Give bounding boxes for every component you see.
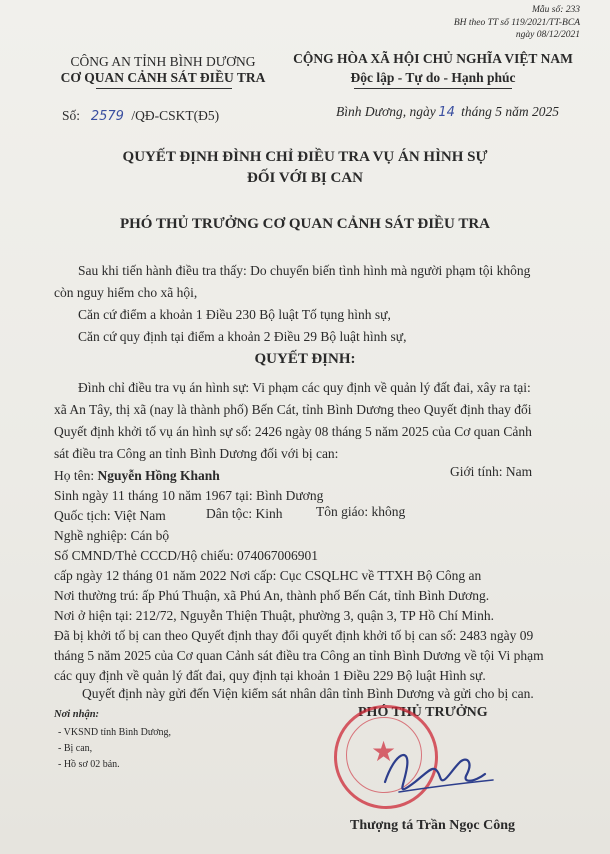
recipient-item: - VKSND tỉnh Bình Dương,: [58, 727, 172, 738]
handwritten-signature: [355, 722, 505, 812]
nation-name: CỘNG HÒA XÃ HỘI CHỦ NGHĨA VIỆT NAM: [293, 51, 573, 66]
suspect-religion: Tôn giáo: không: [316, 504, 406, 519]
org-underline: [96, 88, 232, 89]
signer-name: Thượng tá Trần Ngọc Công: [350, 818, 515, 833]
suspect-name-row: [54, 468, 220, 484]
form-number: Mẫu số: 233: [531, 5, 580, 15]
decision-line: Đình chỉ điều tra vụ án hình sự: Vi phạm các quy định về quản lý đất đai, xây ra tại:: [78, 380, 531, 395]
motto-underline: [354, 88, 512, 89]
suspect-id-number: Số CMND/Thẻ CCCD/Hộ chiếu: 074067006901: [54, 548, 319, 563]
suspect-nationality: Quốc tịch: Việt Nam: [54, 508, 166, 523]
suspect-ethnicity: Dân tộc: Kinh: [206, 506, 283, 521]
place-date: [336, 104, 559, 120]
prosecution-line: tháng 5 năm 2025 của Cơ quan Cảnh sát điều tra Công an tỉnh Bình Dương về tội Vi phạm: [54, 648, 544, 663]
recipients-label: Nơi nhận:: [54, 709, 100, 720]
org-name: CƠ QUAN CẢNH SÁT ĐIỀU TRA: [60, 70, 266, 85]
signatory-title: PHÓ THỦ TRƯỞNG: [358, 705, 488, 720]
document-number: [62, 108, 219, 124]
preamble-line: còn nguy hiểm cho xã hội,: [54, 285, 198, 300]
issuing-authority: PHÓ THỦ TRƯỞNG CƠ QUAN CẢNH SÁT ĐIỀU TRA: [119, 216, 491, 232]
name-label: Họ tên:: [54, 468, 95, 483]
seal-star-icon: ★: [371, 735, 397, 768]
document-subtitle: ĐỐI VỚI BỊ CAN: [247, 170, 363, 186]
suspect-occupation: Nghề nghiệp: Cán bộ: [54, 528, 170, 543]
suspect-dob: Sinh ngày 11 tháng 10 năm 1967 tại: Bình Dương: [54, 488, 324, 503]
number-suffix: /QĐ-CSKT(Đ5): [131, 108, 220, 123]
decision-line: xã An Tây, thị xã (nay là thành phố) Bến Cát, tỉnh Bình Dương theo Quyết định thay đổi: [54, 402, 532, 417]
number-prefix: Số:: [62, 108, 81, 123]
recipient-item: - Hồ sơ 02 bản.: [58, 759, 120, 770]
org-parent: CÔNG AN TỈNH BÌNH DƯƠNG: [70, 54, 256, 69]
decision-line: Quyết định khởi tố vụ án hình sự số: 2426 ngày 08 tháng 5 năm 2025 của Cơ quan Cảnh: [54, 424, 532, 439]
form-meta: [454, 4, 580, 42]
document-title: QUYẾT ĐỊNH ĐÌNH CHỈ ĐIỀU TRA VỤ ÁN HÌNH SỰ: [122, 149, 488, 165]
form-basis: BH theo TT số 119/2021/TT-BCA: [453, 17, 580, 28]
date-rest: tháng 5 năm 2025: [461, 104, 559, 119]
prosecution-line: các quy định về quản lý đất đai, quy định tại khoản 1 Điều 229 Bộ luật Hình sự.: [54, 668, 486, 683]
handwritten-day: 14: [438, 105, 455, 120]
motto: Độc lập - Tự do - Hạnh phúc: [350, 70, 516, 85]
handwritten-number: 2579: [90, 109, 124, 124]
form-date: ngày 08/12/2021: [515, 30, 580, 40]
legal-basis-2: Căn cứ quy định tại điểm a khoản 2 Điều 29 Bộ luật hình sự,: [78, 329, 407, 344]
decision-line: sát điều tra Công an tỉnh Bình Dương đối với bị can:: [54, 446, 339, 461]
legal-basis-1: Căn cứ điểm a khoản 1 Điều 230 Bộ luật Tố tụng hình sự,: [78, 307, 391, 322]
recipient-item: - Bị can,: [58, 743, 93, 754]
suspect-permanent-address: Nơi thường trú: ấp Phú Thuận, xã Phú An, thành phố Bến Cát, tỉnh Bình Dương.: [54, 588, 490, 603]
delivery-note: Quyết định này gửi đến Viện kiểm sát nhân dân tỉnh Bình Dương và gửi cho bị can.: [82, 686, 534, 701]
suspect-name: Nguyễn Hồng Khanh: [97, 468, 220, 483]
suspect-id-issued: cấp ngày 12 tháng 01 năm 2022 Nơi cấp: Cục CSQLHC về TTXH Bộ Công an: [54, 568, 482, 583]
preamble-line: Sau khi tiến hành điều tra thấy: Do chuyển biến tình hình mà người phạm tội không: [78, 263, 531, 278]
suspect-gender: Giới tính: Nam: [450, 464, 533, 479]
place-label: Bình Dương, ngày: [336, 104, 436, 119]
suspect-current-address: Nơi ở hiện tại: 212/72, Nguyễn Thiện Thuật, phường 3, quận 3, TP Hồ Chí Minh.: [54, 608, 494, 623]
prosecution-line: Đã bị khởi tố bị can theo Quyết định thay đổi quyết định khởi tố bị can số: 2483 ngày 09: [54, 628, 534, 643]
decision-heading: QUYẾT ĐỊNH:: [254, 351, 356, 367]
